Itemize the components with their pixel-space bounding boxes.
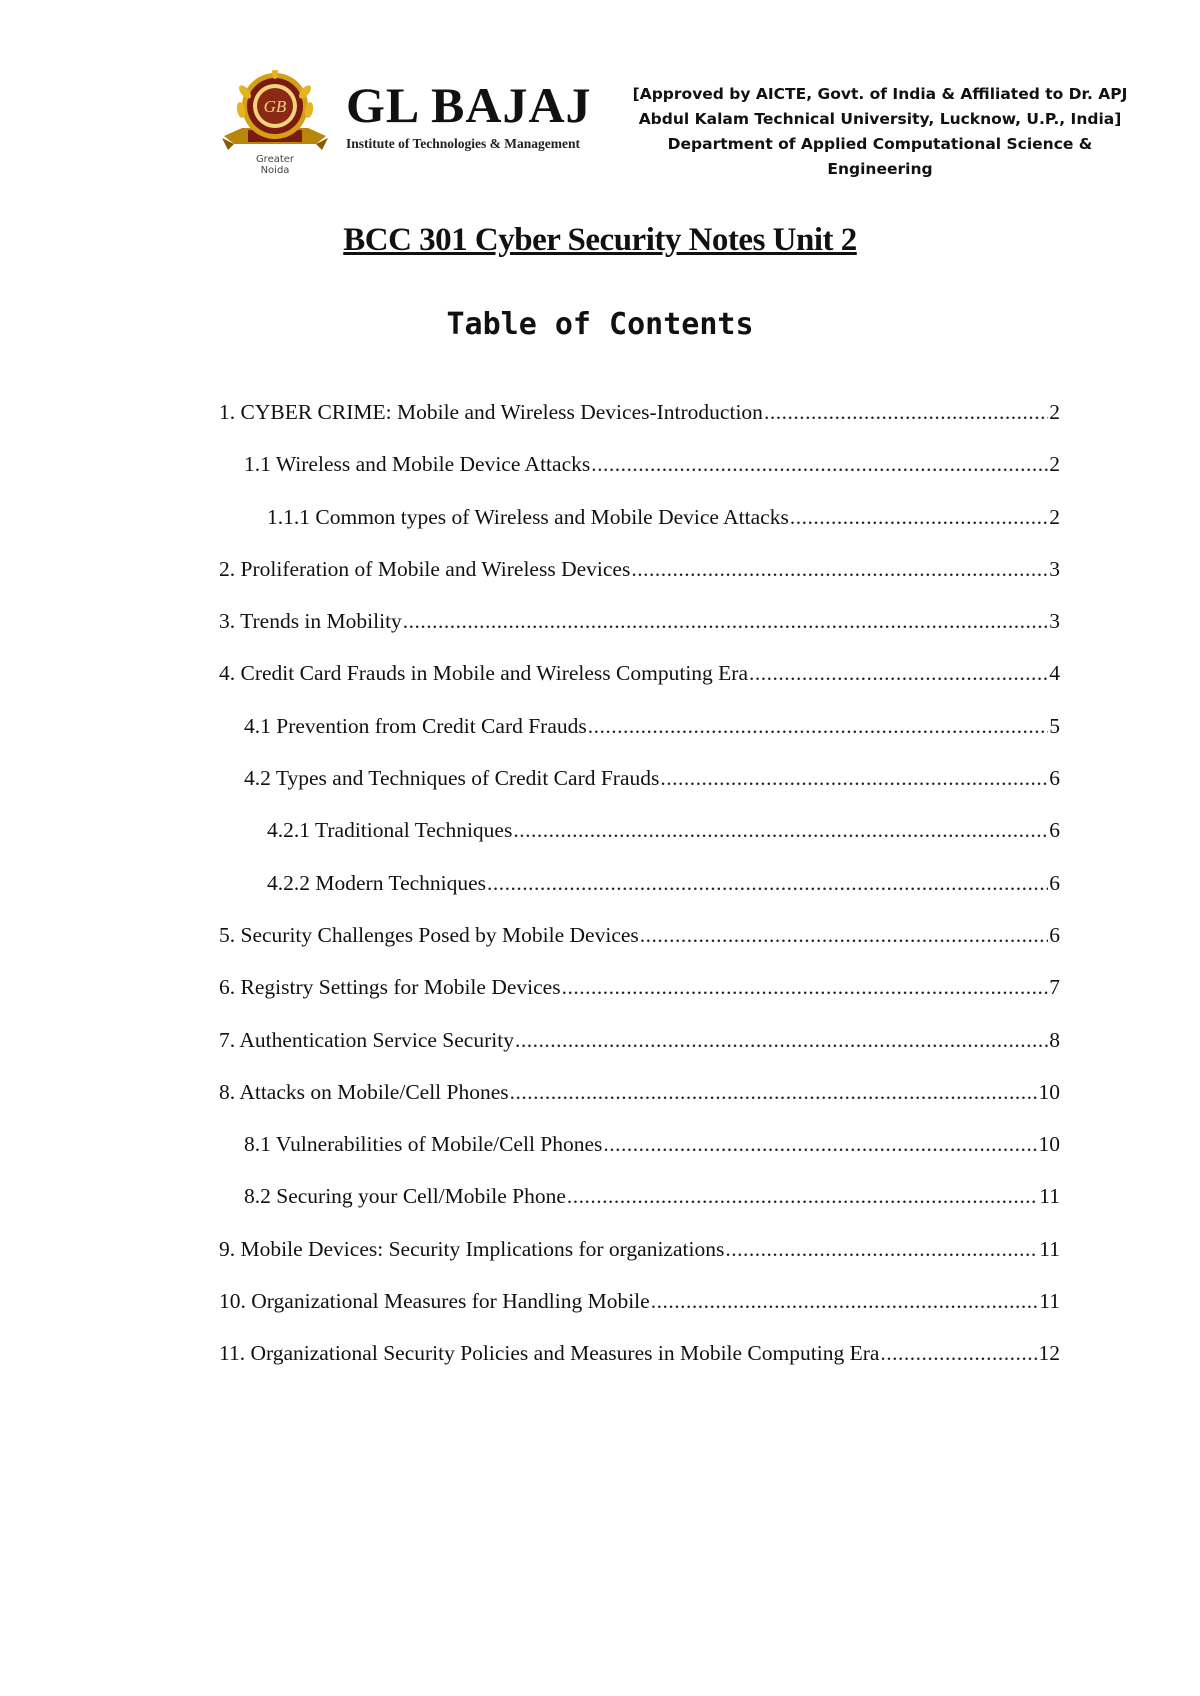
toc-page-number: 2 xyxy=(1049,504,1060,529)
toc-entry-title: 10. Organizational Measures for Handling Mobile xyxy=(219,1289,650,1314)
table-of-contents xyxy=(219,400,1060,1394)
toc-entry[interactable] xyxy=(219,609,1060,661)
toc-leader-dots xyxy=(749,661,1048,685)
toc-entry-title: 8.1 Vulnerabilities of Mobile/Cell Phones xyxy=(244,1132,603,1157)
toc-leader-dots xyxy=(790,505,1048,529)
toc-leader-dots xyxy=(880,1341,1037,1365)
toc-entry-title: 6. Registry Settings for Mobile Devices xyxy=(219,975,561,1000)
toc-entry[interactable] xyxy=(219,557,1060,609)
toc-page-number: 2 xyxy=(1049,400,1060,424)
toc-entry[interactable] xyxy=(219,975,1060,1027)
logo-location-label: Greater Noida xyxy=(255,154,295,176)
toc-entry[interactable] xyxy=(219,1341,1060,1393)
toc-leader-dots xyxy=(515,1028,1048,1052)
toc-page-number: 6 xyxy=(1049,766,1060,791)
affiliation-block xyxy=(620,82,1140,182)
toc-heading: Table of Contents xyxy=(446,307,754,342)
toc-entry[interactable] xyxy=(219,505,1060,557)
toc-entry[interactable] xyxy=(219,1289,1060,1341)
toc-page-number: 2 xyxy=(1049,452,1060,477)
toc-leader-dots xyxy=(403,609,1048,633)
toc-leader-dots xyxy=(631,557,1048,581)
toc-entry[interactable] xyxy=(219,1080,1060,1132)
toc-page-number: 11 xyxy=(1039,1289,1060,1314)
toc-entry-title: 4.2.2 Modern Techniques xyxy=(267,870,487,895)
toc-leader-dots xyxy=(603,1132,1037,1156)
toc-entry-title: 1. CYBER CRIME: Mobile and Wireless Devices-Introduction xyxy=(219,400,763,424)
toc-leader-dots xyxy=(588,714,1048,738)
toc-leader-dots xyxy=(567,1184,1038,1208)
svg-text:GB: GB xyxy=(263,97,287,116)
brand-subtitle: Institute of Technologies & Management xyxy=(346,136,580,151)
toc-entry-title: 1.1.1 Common types of Wireless and Mobile Device Attacks xyxy=(267,504,789,529)
toc-leader-dots xyxy=(510,1080,1038,1104)
toc-page-number: 5 xyxy=(1049,713,1060,738)
toc-entry-title: 4.2 Types and Techniques of Credit Card Frauds xyxy=(244,766,660,791)
toc-entry-title: 2. Proliferation of Mobile and Wireless Devices xyxy=(219,556,631,581)
toc-entry[interactable] xyxy=(219,923,1060,975)
toc-entry[interactable] xyxy=(219,1028,1060,1080)
toc-entry-title: 8. Attacks on Mobile/Cell Phones xyxy=(219,1079,509,1104)
toc-leader-dots xyxy=(764,400,1048,424)
toc-entry[interactable] xyxy=(219,871,1060,923)
toc-entry[interactable] xyxy=(219,1237,1060,1289)
toc-leader-dots xyxy=(513,818,1048,842)
toc-entry-title: 3. Trends in Mobility xyxy=(219,609,402,634)
toc-page-number: 7 xyxy=(1049,975,1060,1000)
toc-leader-dots xyxy=(725,1237,1038,1261)
toc-entry-title: 4. Credit Card Frauds in Mobile and Wireless Computing Era xyxy=(219,661,748,686)
department-line: Department of Applied Computational Science & Engineering xyxy=(667,135,1093,178)
toc-page-number: 4 xyxy=(1049,661,1060,686)
affiliation-line: [Approved by AICTE, Govt. of India & Affiliated to Dr. APJ xyxy=(632,85,1128,103)
toc-entry-title: 9. Mobile Devices: Security Implications for organizations xyxy=(219,1236,725,1261)
toc-entry-title: 8.2 Securing your Cell/Mobile Phone xyxy=(244,1184,566,1209)
toc-leader-dots xyxy=(640,923,1048,947)
brand-block xyxy=(346,77,592,152)
brand-name: GL BAJAJ xyxy=(346,77,592,133)
toc-entry[interactable] xyxy=(219,766,1060,818)
toc-leader-dots xyxy=(651,1289,1039,1313)
toc-entry-title: 11. Organizational Security Policies and Measures in Mobile Computing Era xyxy=(219,1341,880,1366)
toc-page-number: 6 xyxy=(1049,870,1060,895)
toc-entry[interactable] xyxy=(219,452,1060,504)
toc-leader-dots xyxy=(591,452,1048,476)
toc-entry[interactable] xyxy=(219,400,1060,452)
toc-entry[interactable] xyxy=(219,714,1060,766)
toc-entry-title: 4.1 Prevention from Credit Card Frauds xyxy=(244,713,587,738)
toc-page-number: 10 xyxy=(1038,1079,1060,1104)
toc-entry[interactable] xyxy=(219,818,1060,870)
affiliation-line: Abdul Kalam Technical University, Lucknow, U.P., India] xyxy=(638,110,1122,128)
toc-page-number: 11 xyxy=(1039,1184,1060,1209)
toc-page-number: 11 xyxy=(1039,1236,1060,1261)
toc-page-number: 6 xyxy=(1049,818,1060,843)
toc-entry-title: 5. Security Challenges Posed by Mobile Devices xyxy=(219,922,639,947)
toc-entry[interactable] xyxy=(219,1132,1060,1184)
toc-leader-dots xyxy=(487,871,1048,895)
gl-bajaj-emblem-icon xyxy=(220,70,330,175)
toc-leader-dots xyxy=(562,975,1049,999)
toc-page-number: 8 xyxy=(1049,1027,1060,1052)
toc-page-number: 3 xyxy=(1049,556,1060,581)
toc-entry-title: 4.2.1 Traditional Techniques xyxy=(267,818,513,843)
document-title: BCC 301 Cyber Security Notes Unit 2 xyxy=(343,222,857,258)
toc-page-number: 12 xyxy=(1038,1341,1060,1366)
toc-page-number: 3 xyxy=(1049,609,1060,634)
toc-entry[interactable] xyxy=(219,661,1060,713)
toc-entry[interactable] xyxy=(219,1184,1060,1236)
page-header xyxy=(220,70,1140,180)
toc-entry-title: 1.1 Wireless and Mobile Device Attacks xyxy=(244,452,591,477)
toc-leader-dots xyxy=(660,766,1048,790)
toc-page-number: 10 xyxy=(1038,1132,1060,1157)
toc-page-number: 6 xyxy=(1049,922,1060,947)
toc-entry-title: 7. Authentication Service Security xyxy=(219,1027,514,1052)
